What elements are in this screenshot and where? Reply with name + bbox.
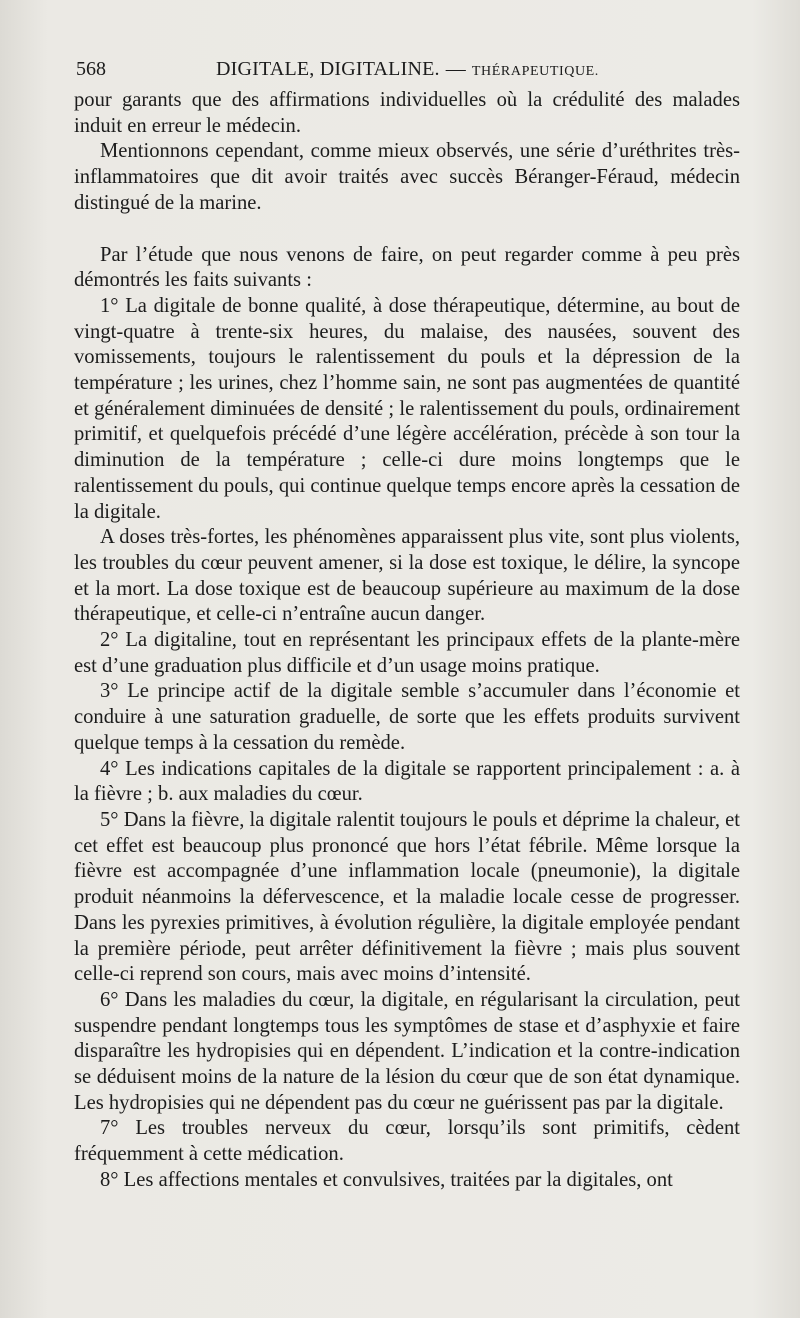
body-text (74, 88, 740, 1194)
paragraph-conclusions-intro: Par l’étude que nous venons de faire, on peut regarder comme à peu près démontrés les faits suivants : (74, 243, 740, 292)
running-header (76, 58, 738, 84)
paragraph-point-2: 2° La digitaline, tout en représentant les principaux effets de la plante-mère est d’une graduation plus difficile et d’un usage moins pratique. (74, 629, 740, 677)
paragraph-point-7: 7° Les troubles nerveux du cœur, lorsqu’ils sont primitifs, cèdent fréquemment à cette médication. (74, 1117, 740, 1166)
paragraph-point-1: 1° La digitale de bonne qualité, à dose thérapeutique, détermine, au bout de vingt-quatre à trente-six heures, du malaise, des nausées, souvent des vomissements, toujours le ralentissement du pouls et la dépression de la température ; les urines, chez l’homme sain, ne sont pas augmentées de quantité et généralement diminuées de densité ; le ralentissement du pouls, ordinairement primitif, et quelquefois précédé d’une légère accélération, précède à son tour la diminution de la température ; celle-ci dure moins longtemps que le ralentissement du pouls, qui continue quelque temps encore après la cessation de la digitale. (74, 294, 740, 523)
paragraph-point-3: 3° Le principe actif de la digitale semble s’accumuler dans l’économie et conduire à une saturation graduelle, de sorte que les effets produits survivent quelque temps à la cessation du remède. (74, 680, 740, 754)
paragraph-point-8: 8° Les affections mentales et convulsives, traitées par la digitales, ont (100, 1168, 673, 1191)
paragraph-point-5: 5° Dans la fièvre, la digitale ralentit toujours le pouls et déprime la chaleur, et cet effet est beaucoup plus prononcé que hors l’état fébrile. Même lorsque la fièvre est accompagnée d’une inflammation locale (pneumonie), la digitale produit néanmoins la défervescence, et la maladie locale cesse de progresser. Dans les pyrexies primitives, à évolution régulière, la digitale employée pendant la première période, peut arrêter définitivement la fièvre ; mais plus souvent celle-ci reprend son cours, mais avec moins d’intensité. (74, 808, 740, 986)
header-separator: — (445, 58, 466, 80)
page-number: 568 (76, 58, 106, 80)
paragraph-strong-doses: A doses très-fortes, les phénomènes apparaissent plus vite, sont plus violents, les troubles du cœur peuvent amener, si la dose est toxique, le délire, la syncope et la mort. La dose toxique est de beaucoup supérieure au maximum de la dose thérapeutique, et celle-ci n’entraîne aucun danger. (74, 526, 740, 626)
running-title (216, 58, 599, 81)
paragraph-point-6: 6° Dans les maladies du cœur, la digitale, en régularisant la circulation, peut suspendre pendant longtemps tous les symptômes de stase et d’asphyxie et faire disparaître les hydropisies qui en dépendent. L’indication et la contre-indication se déduisent moins de la nature de la lésion du cœur que de son état dynamique. Les hydropisies qui ne dépendent pas du cœur ne guérissent pas par la digitale. (74, 988, 740, 1114)
header-subtitle: THÉRAPEUTIQUE. (471, 64, 599, 79)
paragraph-point-4: 4° Les indications capitales de la digitale se rapportent principalement : a. à la fièvre ; b. aux maladies du cœur. (74, 757, 740, 806)
paragraph-urethrites: Mentionnons cependant, comme mieux observés, une série d’uréthrites très-inflammatoires que dit avoir traités avec succès Béranger-Féraud, médecin distingué de la marine. (74, 140, 740, 214)
paragraph-continuation: pour garants que des affirmations individuelles où la crédulité des malades induit en erreur le médecin. (74, 89, 740, 137)
header-title: DIGITALE, DIGITALINE. (216, 58, 440, 80)
